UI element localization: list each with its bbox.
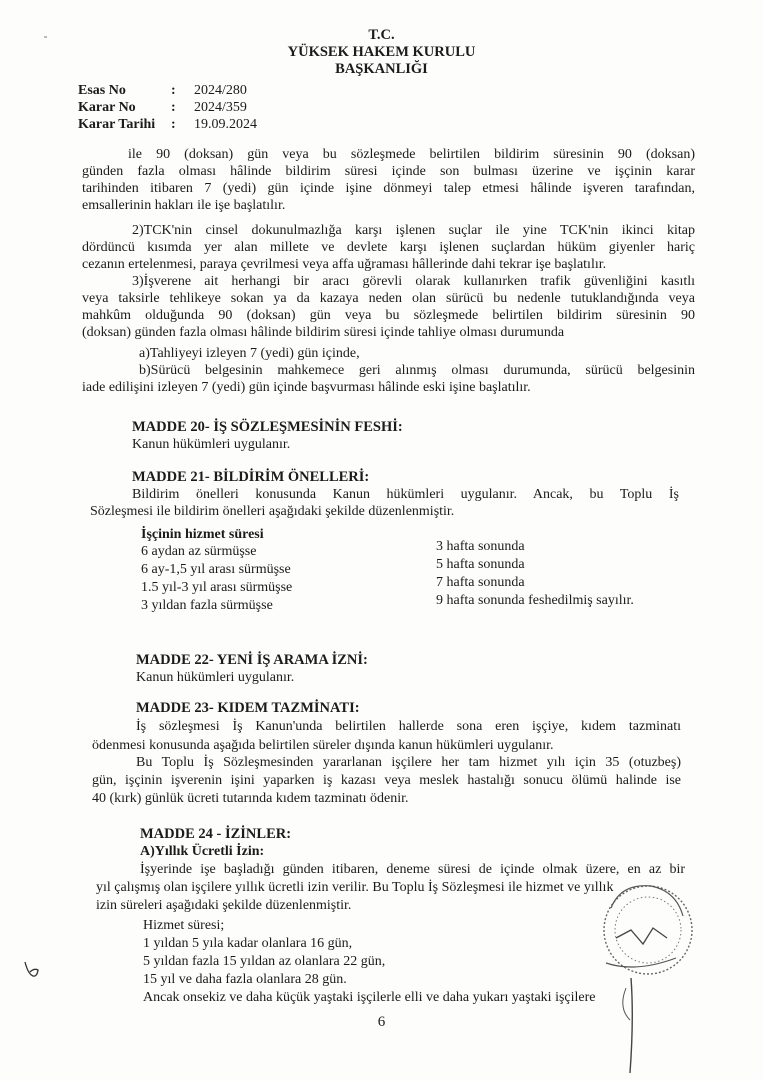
text-line: tarihinden itibaren 7 (yedi) gün içinde işine dönmeyi talep etmesi hâlinde işveren tarafından, xyxy=(82,181,695,196)
text-line: cezanın ertelenmesi, paraya çevrilmesi veya affa uğraması hâllerinde dahi tekrar işe başlatılır. xyxy=(82,257,607,272)
text-line: dördüncü kısımda yer alan millete ve devlete karşı işlenen suçlardan hüküm giyenler hariç xyxy=(82,240,695,255)
meta-label-karar: Karar No xyxy=(78,100,136,115)
article-24-text: 15 yıl ve daha fazla olanlara 28 gün. xyxy=(143,972,347,987)
notice-duration: 5 hafta sonunda xyxy=(436,557,525,572)
article-22-text: Kanun hükümleri uygulanır. xyxy=(136,670,295,685)
notice-period: 1.5 yıl-3 yıl arası sürmüşse xyxy=(141,580,293,595)
text-line: mahkûm olduğunda 90 (doksan) gün veya bu sözleşmede belirtilen bildirim süresinin 90 xyxy=(82,308,695,323)
notice-duration: 3 hafta sonunda xyxy=(436,539,525,554)
article-24-subtitle: A)Yıllık Ücretli İzin: xyxy=(140,844,265,859)
notice-duration: 9 hafta sonunda feshedilmiş sayılır. xyxy=(436,593,634,608)
text-line: 2)TCK'nin cinsel dokunulmazlığa karşı işlenen suçlar ile yine TCK'nin ikinci kitap xyxy=(132,223,695,238)
article-23-text: gün, işçinin işverenin işini yaparken iş kazası veya meslek hastalığı sonucu ölümü halinde ise xyxy=(92,773,681,788)
article-24-title: MADDE 24 - İZİNLER: xyxy=(140,826,292,842)
text-line: a)Tahliyeyi izleyen 7 (yedi) gün içinde, xyxy=(139,346,360,361)
article-23-text: 40 (kırk) günlük ücreti tutarında kıdem tazminatı ödenir. xyxy=(92,791,409,806)
text-line: b)Sürücü belgesinin mahkemece geri alınmış olması durumunda, sürücü belgesinin xyxy=(139,363,695,378)
notice-table-header: İşçinin hizmet süresi xyxy=(141,527,264,542)
meta-label-esas: Esas No xyxy=(78,83,126,98)
article-24-text: İşyerinde işe başladığı günden itibaren, deneme süresi de içinde olmak üzere, en az bir xyxy=(140,862,685,877)
meta-label-date: Karar Tarihi xyxy=(78,117,156,132)
text-line: 3)İşverene ait herhangi bir aracı görevli olarak kullanırken trafik güvenliğini kasıtlı xyxy=(132,274,695,289)
margin-mark-icon xyxy=(22,958,40,980)
meta-value-karar: 2024/359 xyxy=(194,100,247,115)
text-line: günden fazla olması hâlinde bildirim süresi içinde son bulması üzerine ve işçinin karar xyxy=(82,164,695,179)
meta-sep: : xyxy=(171,83,176,98)
text-line: veya taksirle tehlikeye sokan ya da kazaya neden olan sürücü bu nedenle tutuklandığında veya xyxy=(82,291,695,306)
article-22-title: MADDE 22- YENİ İŞ ARAMA İZNİ: xyxy=(136,652,368,668)
article-24-text: 1 yıldan 5 yıla kadar olanlara 16 gün, xyxy=(143,936,353,951)
article-21-title: MADDE 21- BİLDİRİM ÖNELLERİ: xyxy=(132,469,370,485)
meta-value-date: 19.09.2024 xyxy=(194,117,257,132)
article-21-text: Bildirim önelleri konusunda Kanun hükümleri uygulanır. Ancak, bu Toplu İş xyxy=(132,487,679,502)
stamp-signature-icon xyxy=(586,868,696,1078)
article-24-text: Hizmet süresi; xyxy=(143,918,225,933)
text-line: iade edilişini izleyen 7 (yedi) gün içinde başvurması hâlinde eski işine başlatılır. xyxy=(82,380,531,395)
text-line: ile 90 (doksan) gün veya bu sözleşmede belirtilen bildirim süresinin 90 (doksan) xyxy=(128,147,695,162)
meta-sep: : xyxy=(171,117,176,132)
text-line: (doksan) günden fazla olması hâlinde bildirim süresi içinde tahliye olması durumunda xyxy=(82,325,565,340)
article-21-text: Sözleşmesi ile bildirim önelleri aşağıdaki şekilde düzenlenmiştir. xyxy=(90,504,455,519)
article-24-text: izin süreleri aşağıdaki şekilde düzenlenmiştir. xyxy=(96,898,352,913)
text-line: emsallerinin hakları ile işe başlatılır. xyxy=(82,198,286,213)
article-24-text: Ancak onsekiz ve daha küçük yaştaki işçilerle elli ve daha yukarı yaştaki işçilere xyxy=(143,990,596,1005)
article-24-text: yıl çalışmış olan işçilere yıllık ücretli izin verilir. Bu Toplu İş Sözleşmesi ile hizmet ve yıllık xyxy=(96,880,614,895)
article-23-text: Bu Toplu İş Sözleşmesinden yararlanan işçilere her tam hizmet yılı için 35 (otuzbeş) xyxy=(136,755,681,770)
header-tc: T.C. xyxy=(368,27,395,43)
article-24-text: 5 yıldan fazla 15 yıldan az olanlara 22 gün, xyxy=(143,954,386,969)
article-20-text: Kanun hükümleri uygulanır. xyxy=(132,437,291,452)
meta-sep: : xyxy=(171,100,176,115)
article-23-title: MADDE 23- KIDEM TAZMİNATI: xyxy=(136,700,360,716)
notice-period: 3 yıldan fazla sürmüşse xyxy=(141,598,273,613)
article-20-title: MADDE 20- İŞ SÖZLEŞMESİNİN FESHİ: xyxy=(132,419,403,435)
meta-value-esas: 2024/280 xyxy=(194,83,247,98)
page-number: 6 xyxy=(377,1014,386,1030)
notice-period: 6 aydan az sürmüşse xyxy=(141,544,257,559)
header-court: YÜKSEK HAKEM KURULU xyxy=(287,44,476,60)
header-presidency: BAŞKANLIĞI xyxy=(335,61,428,77)
notice-period: 6 ay-1,5 yıl arası sürmüşse xyxy=(141,562,291,577)
article-23-text: ödenmesi konusunda aşağıda belirtilen süreler dışında kanun hükümleri uygulanır. xyxy=(92,738,554,753)
article-23-text: İş sözleşmesi İş Kanun'unda belirtilen hallerde sona eren işçiye, kıdem tazminatı xyxy=(136,719,681,734)
notice-duration: 7 hafta sonunda xyxy=(436,575,525,590)
